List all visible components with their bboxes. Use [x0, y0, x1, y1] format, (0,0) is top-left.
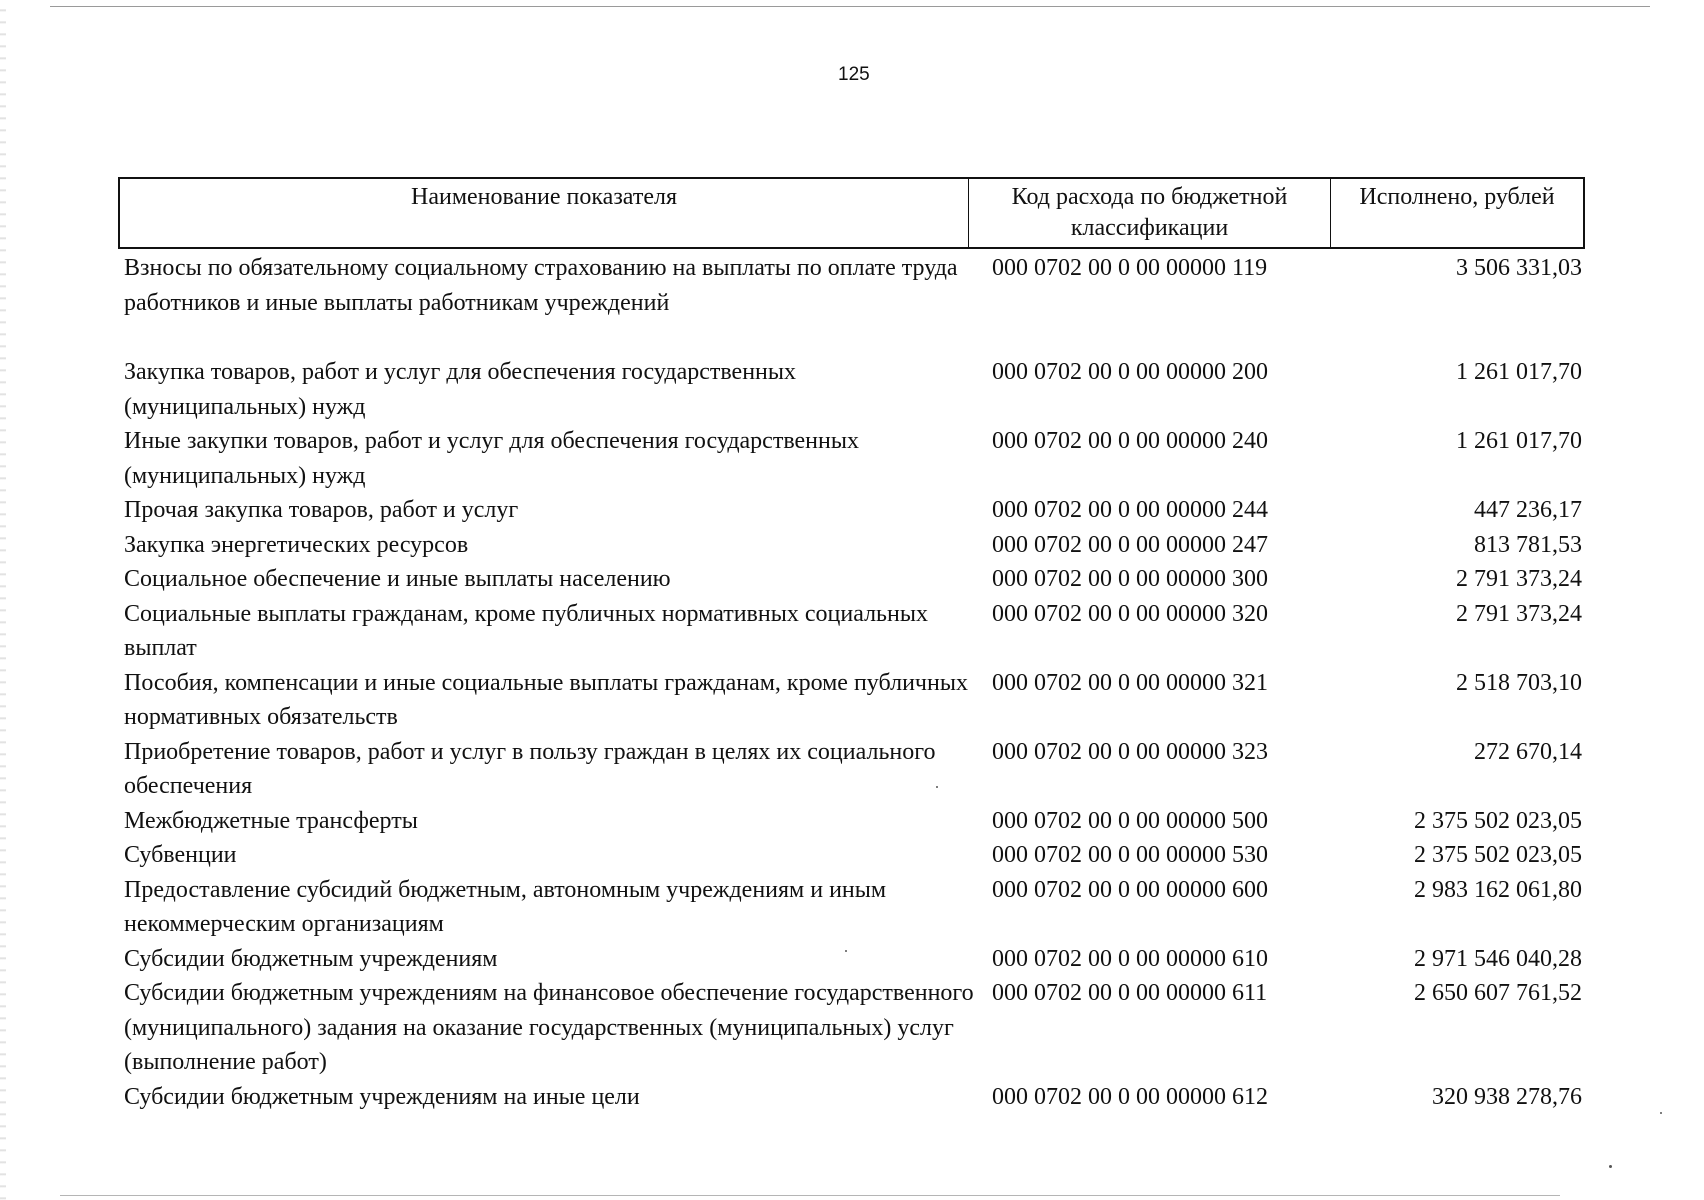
row-code: 000 0702 00 0 00 00000 240 — [992, 428, 1268, 454]
row-code: 000 0702 00 0 00 00000 320 — [992, 600, 1268, 627]
row-name: Пособия, компенсации и иные социальные выплаты гражданам, кроме публичных нормативных обязательств — [124, 669, 968, 730]
row-amount: 3 506 331,03 — [1456, 255, 1582, 281]
table-row — [124, 1080, 1584, 1115]
row-code: 000 0702 00 0 00 00000 610 — [992, 945, 1268, 972]
table-header — [118, 177, 1585, 249]
row-amount: 2 791 373,24 — [1456, 566, 1582, 592]
scan-bottom-rule — [60, 1195, 1560, 1196]
row-name: Социальные выплаты гражданам, кроме публичных нормативных социальных выплат — [124, 600, 928, 661]
table-row — [124, 424, 1584, 493]
scan-speck — [845, 950, 847, 952]
row-code: 000 0702 00 0 00 00000 321 — [992, 669, 1268, 696]
row-amount: 272 670,14 — [1474, 738, 1582, 765]
table-row — [124, 493, 1584, 528]
row-name: Субвенции — [124, 842, 237, 868]
row-amount: 2 375 502 023,05 — [1414, 807, 1582, 834]
row-name: Закупка энергетических ресурсов — [124, 531, 469, 558]
row-name: Приобретение товаров, работ и услуг в пользу граждан в целях их социального обеспечения — [124, 738, 936, 799]
table-row — [124, 528, 1584, 563]
row-amount: 2 983 162 061,80 — [1414, 876, 1582, 903]
scan-speck — [936, 786, 938, 788]
row-code: 000 0702 00 0 00 00000 530 — [992, 842, 1268, 868]
table-row — [124, 942, 1584, 977]
scan-left-edge — [0, 0, 6, 1200]
table-row — [124, 804, 1584, 839]
table-row — [124, 251, 1584, 320]
row-amount: 1 261 017,70 — [1456, 428, 1582, 454]
row-amount: 2 971 546 040,28 — [1414, 945, 1582, 972]
table-body — [124, 251, 1584, 1114]
row-name: Предоставление субсидий бюджетным, автономным учреждениям и иным некоммерческим организациям — [124, 876, 887, 937]
row-amount: 1 261 017,70 — [1456, 359, 1582, 385]
page-number: 125 — [838, 64, 870, 85]
row-code: 000 0702 00 0 00 00000 247 — [992, 531, 1268, 558]
table-row — [124, 873, 1584, 942]
row-code: 000 0702 00 0 00 00000 300 — [992, 566, 1268, 592]
header-amount: Исполнено, рублей — [1330, 179, 1583, 247]
row-code: 000 0702 00 0 00 00000 200 — [992, 359, 1268, 385]
row-code: 000 0702 00 0 00 00000 119 — [992, 255, 1268, 281]
row-code: 000 0702 00 0 00 00000 244 — [992, 497, 1268, 523]
row-name: Иные закупки товаров, работ и услуг для обеспечения государственных (муниципальных) нужд — [124, 428, 859, 489]
row-name: Субсидии бюджетным учреждениям на финансовое обеспечение государственного (муниципального) задания на оказание государственных (муниципальных) услуг (выполнение работ) — [124, 980, 974, 1075]
row-code: 000 0702 00 0 00 00000 612 — [992, 1083, 1268, 1110]
row-amount: 2 375 502 023,05 — [1414, 842, 1582, 868]
table-row — [124, 562, 1584, 597]
row-name: Субсидии бюджетным учреждениям на иные цели — [124, 1083, 640, 1110]
scan-top-rule — [50, 6, 1650, 7]
row-amount: 2 650 607 761,52 — [1414, 980, 1582, 1006]
table-row — [124, 735, 1584, 804]
row-name: Социальное обеспечение и иные выплаты населению — [124, 566, 671, 592]
row-amount: 2 791 373,24 — [1456, 600, 1582, 627]
row-name: Прочая закупка товаров, работ и услуг — [124, 497, 519, 523]
row-amount: 813 781,53 — [1474, 531, 1582, 558]
row-name: Субсидии бюджетным учреждениям — [124, 945, 498, 972]
row-amount: 2 518 703,10 — [1456, 669, 1582, 696]
row-amount: 447 236,17 — [1474, 497, 1582, 523]
table-row — [124, 597, 1584, 666]
table-row — [124, 355, 1584, 424]
row-code: 000 0702 00 0 00 00000 500 — [992, 807, 1268, 834]
scan-speck — [1609, 1165, 1612, 1168]
scan-speck — [1660, 1112, 1662, 1114]
table-row — [124, 976, 1584, 1080]
table-row — [124, 838, 1584, 873]
row-name: Закупка товаров, работ и услуг для обеспечения государственных (муниципальных) нужд — [124, 359, 797, 420]
header-code: Код расхода по бюджетной классификации — [968, 179, 1330, 247]
row-name: Межбюджетные трансферты — [124, 807, 418, 834]
row-code: 000 0702 00 0 00 00000 611 — [992, 980, 1268, 1006]
header-name: Наименование показателя — [411, 184, 677, 210]
row-name: Взносы по обязательному социальному страхованию на выплаты по оплате труда работников и иные выплаты работникам учреждений — [124, 255, 958, 316]
row-code: 000 0702 00 0 00 00000 600 — [992, 876, 1268, 903]
row-amount: 320 938 278,76 — [1432, 1083, 1582, 1110]
table-row — [124, 666, 1584, 735]
row-code: 000 0702 00 0 00 00000 323 — [992, 738, 1268, 765]
